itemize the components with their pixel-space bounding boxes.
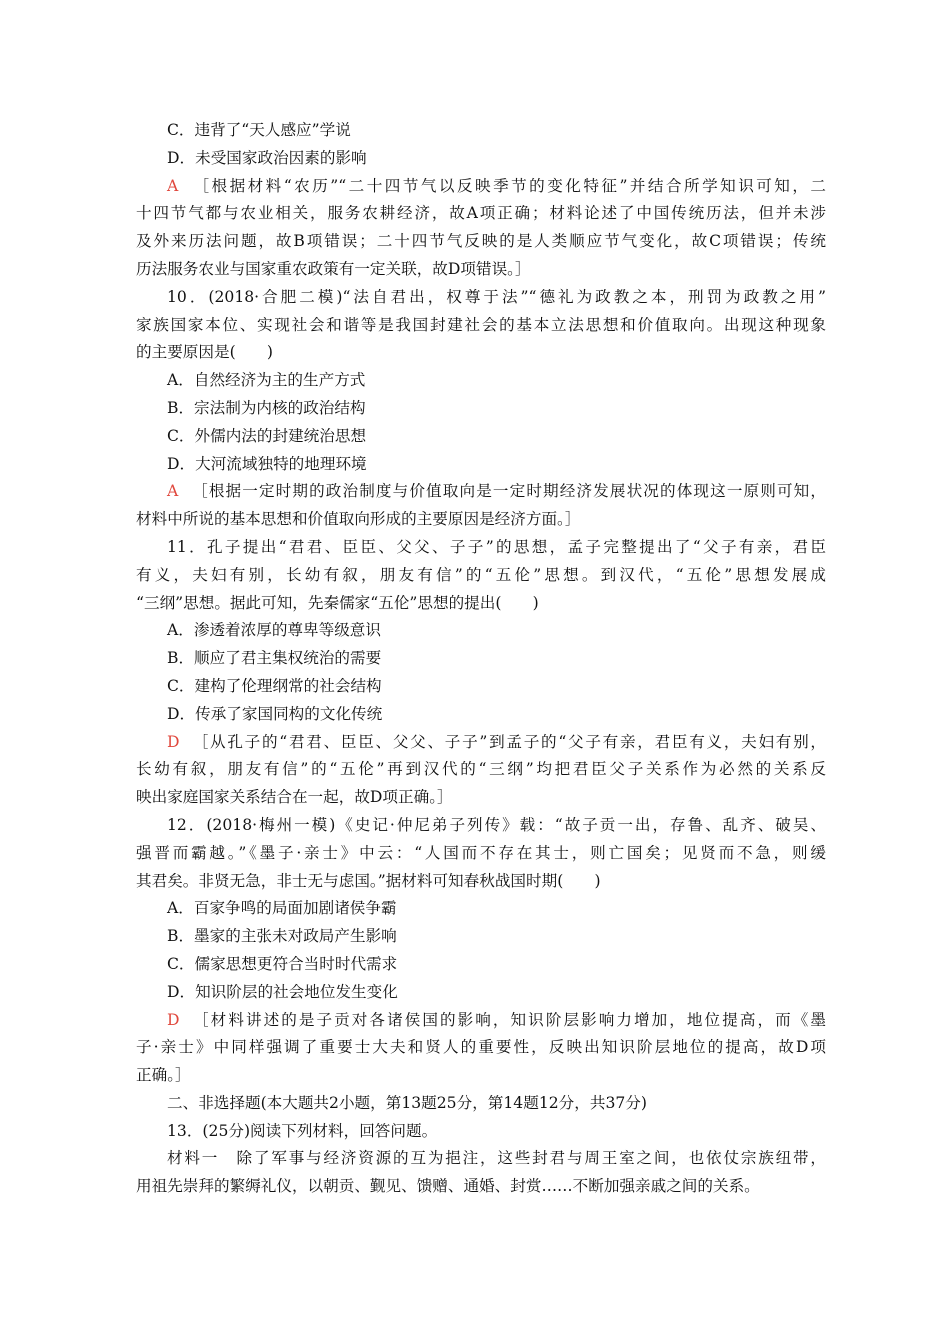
q11-stem-2: 有义，夫妇有别，长幼有叙，朋友有信”的“五伦”思想。到汉代，“五伦”思想发展成 [136, 565, 826, 584]
q12-stem-3: 其君矣。非贤无急，非士无与虑国。”据材料可知春秋战国时期( ) [136, 871, 601, 890]
q10-option-a: A．自然经济为主的生产方式 [167, 371, 366, 390]
q11-explanation-1: ［从孔子的“君君、臣臣、父父、子子”到孟子的“父子有亲，君臣有义，夫妇有别， [191, 732, 826, 751]
q11-answer-letter: D [167, 732, 180, 751]
q10-option-d: D．大河流域独特的地理环境 [167, 454, 367, 473]
q11-stem-3: “三纲”思想。据此可知，先秦儒家“五伦”思想的提出( ) [136, 593, 539, 612]
q12-stem-2: 强晋而霸越。”《墨子·亲士》中云：“人国而不存在其士，则亡国矣；见贤而不急，则缓 [136, 843, 826, 862]
q9-explanation-4: 历法服务农业与国家重农政策有一定关联，故D项错误。］ [136, 259, 531, 278]
q11-option-a: A．渗透着浓厚的尊卑等级意识 [167, 621, 381, 640]
q12-option-a: A．百家争鸣的局面加剧诸侯争霸 [167, 899, 397, 918]
q9-explanation-2: 十四节气都与农业相关，服务农耕经济，故A项正确；材料论述了中国传统历法，但并未涉 [136, 204, 826, 223]
q12-answer-letter: D [167, 1010, 180, 1029]
section-2-heading: 二、非选择题(本大题共2小题，第13题25分，第14题12分，共37分) [167, 1093, 647, 1112]
q11-explanation-2: 长幼有叙，朋友有信”的“五伦”再到汉代的“三纲”均把君臣父子关系作为必然的关系反 [136, 760, 826, 779]
q9-option-c: C．违背了“天人感应”学说 [167, 121, 351, 139]
q11-stem-1: 11．孔子提出“君君、臣臣、父父、子子”的思想，孟子完整提出了“父子有亲，君臣 [167, 537, 826, 556]
q11-answer-line-1 [136, 729, 826, 757]
q9-answer-line-1 [136, 173, 826, 201]
q9-explanation-3: 及外来历法问题，故B项错误；二十四节气反映的是人类顺应节气变化，故C项错误；传统 [136, 232, 826, 251]
q12-answer-line-1 [136, 1007, 826, 1035]
q11-explanation-3: 映出家庭国家关系结合在一起，故D项正确。］ [136, 788, 453, 807]
q10-answer-letter: A [167, 482, 179, 501]
q12-explanation-2: 子·亲士》中同样强调了重要士大夫和贤人的重要性，反映出知识阶层地位的提高，故D项 [136, 1038, 826, 1057]
q10-stem-3: 的主要原因是( ) [136, 343, 273, 362]
q10-stem-2: 家族国家本位、实现社会和谐等是我国封建社会的基本立法思想和价值取向。出现这种现象 [136, 315, 826, 334]
q9-option-d: D．未受国家政治因素的影响 [167, 148, 367, 167]
q10-answer-line-1 [136, 478, 826, 506]
document-page [136, 117, 826, 1201]
q13-stem: 13．(25分)阅读下列材料，回答问题。 [167, 1121, 438, 1140]
q13-material-2: 用祖先崇拜的繁缛礼仪，以朝贡、觐见、馈赠、通婚、封赏……不断加强亲戚之间的关系。 [136, 1177, 760, 1196]
q9-answer-letter: A [167, 176, 179, 195]
q10-option-c: C．外儒内法的封建统治思想 [167, 426, 367, 445]
q10-explanation-2: 材料中所说的基本思想和价值取向形成的主要原因是经济方面。］ [136, 510, 581, 529]
q13-material-1: 材料一 除了军事与经济资源的互为挹注，这些封君与周王室之间，也依仗宗族纽带， [167, 1149, 826, 1168]
q12-explanation-1: ［材料讲述的是子贡对各诸侯国的影响，知识阶层影响力增加，地位提高，而《墨 [191, 1010, 826, 1029]
q12-option-c: C．儒家思想更符合当时时代需求 [167, 954, 398, 973]
q9-explanation-1: ［根据材料“农历”“二十四节气以反映季节的变化特征”并结合所学知识可知，二 [191, 176, 826, 195]
q12-option-b: B．墨家的主张未对政局产生影响 [167, 927, 397, 946]
q12-stem-1: 12．(2018·梅州一模)《史记·仲尼弟子列传》载：“故子贡一出，存鲁、乱齐、破吴、 [167, 815, 826, 834]
q11-option-d: D．传承了家国同构的文化传统 [167, 704, 383, 723]
q11-option-b: B．顺应了君主集权统治的需要 [167, 649, 382, 668]
q12-explanation-3: 正确。］ [136, 1066, 191, 1085]
q10-option-b: B．宗法制为内核的政治结构 [167, 398, 366, 417]
q12-option-d: D．知识阶层的社会地位发生变化 [167, 982, 398, 1001]
q11-option-c: C．建构了伦理纲常的社会结构 [167, 676, 382, 695]
q10-explanation-1: ［根据一定时期的政治制度与价值取向是一定时期经济发展状况的体现这一原则可知， [191, 482, 826, 501]
q10-stem-1: 10．(2018·合肥二模)“法自君出，权尊于法”“德礼为政教之本，刑罚为政教之用” [167, 287, 826, 306]
